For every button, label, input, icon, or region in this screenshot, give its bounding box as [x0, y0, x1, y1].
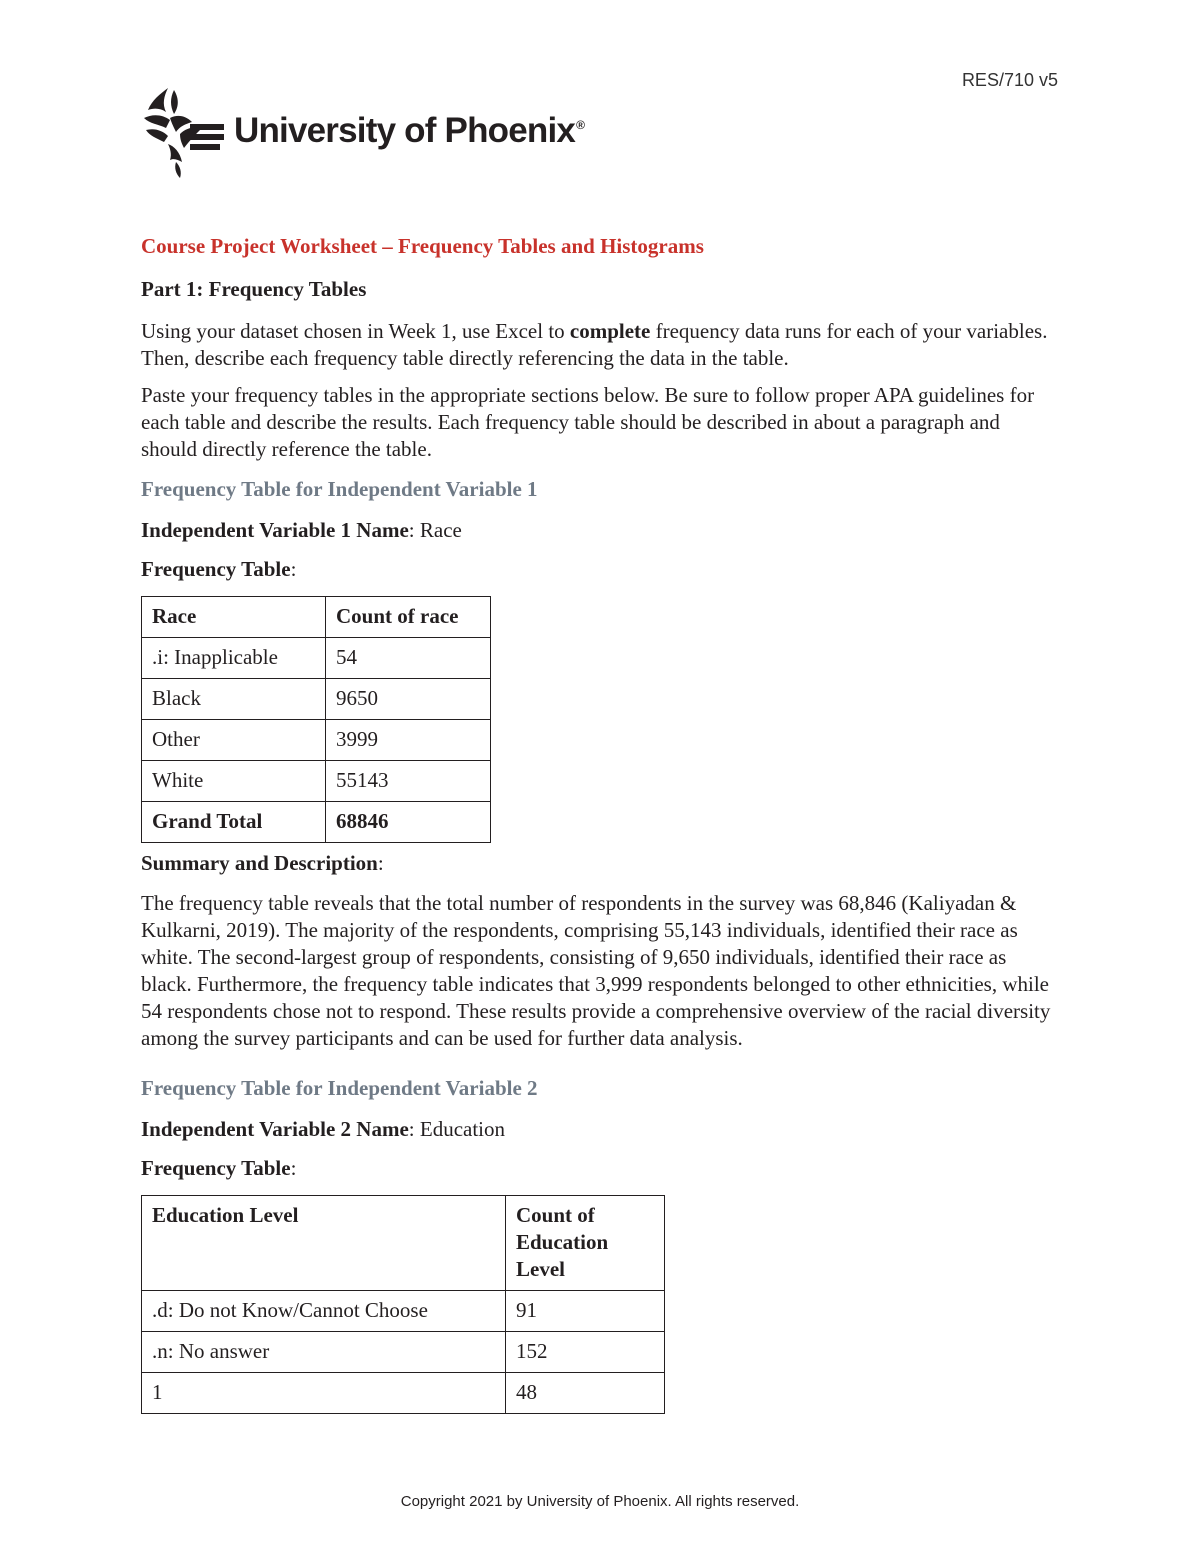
- table-total-row: [142, 802, 491, 843]
- table-row: [142, 761, 491, 802]
- table-header-cell: Race: [142, 597, 326, 638]
- frequency-table-1-label: Frequency Table:: [141, 557, 297, 581]
- table-cell: White: [142, 761, 326, 802]
- summary-paragraph: The frequency table reveals that the total number of respondents in the survey was 68,846 (Kaliyadan & Kulkarni, 2019). The majority of the respondents, comprising 55,143 individuals, identified their race as white. The second-largest group of respondents, consisting of 9,650 individuals, identified their race as black. Furthermore, the frequency table indicates that 3,999 respondents belonged to other ethnicities, while 54 respondents chose not to respond. These results provide a comprehensive overview of the racial diversity among the survey participants and can be used for further data analysis.: [141, 891, 1051, 1050]
- instructions-paragraph-2: Paste your frequency tables in the appropriate sections below. Be sure to follow proper APA guidelines for each table and describe the results. Each frequency table should be described in about a paragraph and should directly reference the table.: [141, 383, 1035, 461]
- table-cell: .i: Inapplicable: [142, 638, 326, 679]
- table-header-cell: Count of Education Level: [506, 1196, 665, 1291]
- table-cell: 1: [142, 1373, 506, 1414]
- frequency-table-2-label: Frequency Table:: [141, 1156, 297, 1180]
- race-frequency-table: [141, 596, 491, 843]
- table-cell: Black: [142, 679, 326, 720]
- table-cell: 9650: [326, 679, 491, 720]
- table-cell: .n: No answer: [142, 1332, 506, 1373]
- page-title: Course Project Worksheet – Frequency Tables and Histograms: [141, 234, 704, 258]
- phoenix-bird-icon: [140, 84, 226, 178]
- table-row: [142, 1291, 665, 1332]
- table-cell: 54: [326, 638, 491, 679]
- table-row: [142, 1373, 665, 1414]
- table-row: [142, 679, 491, 720]
- variable-1-name: Independent Variable 1 Name: Race: [141, 518, 462, 542]
- section-heading-1: Frequency Table for Independent Variable 1: [141, 477, 538, 501]
- table-cell: Other: [142, 720, 326, 761]
- table-row: [142, 720, 491, 761]
- table-cell: 48: [506, 1373, 665, 1414]
- university-logo: [140, 84, 584, 178]
- table-cell: 3999: [326, 720, 491, 761]
- instructions-paragraph-1: Using your dataset chosen in Week 1, use Excel to complete frequency data runs for each of your variables. Then, describe each frequency table directly referencing the data in the table.: [141, 319, 1048, 370]
- document-code: RES/710 v5: [961, 70, 1058, 90]
- table-row: [142, 1332, 665, 1373]
- part-title: Part 1: Frequency Tables: [141, 277, 367, 301]
- table-header-cell: Education Level: [142, 1196, 506, 1291]
- document-body: [141, 234, 1061, 1414]
- section-heading-2: Frequency Table for Independent Variable 2: [141, 1076, 538, 1100]
- table-cell: 91: [506, 1291, 665, 1332]
- logo-wordmark: University of Phoenix®: [234, 111, 585, 150]
- table-cell: Grand Total: [142, 802, 326, 843]
- table-cell: 68846: [326, 802, 491, 843]
- table-cell: 55143: [326, 761, 491, 802]
- table-header-row: [142, 597, 491, 638]
- table-row: [142, 638, 491, 679]
- education-frequency-table: [141, 1195, 665, 1414]
- variable-2-name: Independent Variable 2 Name: Education: [141, 1117, 506, 1141]
- table-header-cell: Count of race: [326, 597, 491, 638]
- copyright-footer: Copyright 2021 by University of Phoenix. All rights reserved.: [400, 1493, 800, 1510]
- summary-label: Summary and Description:: [141, 851, 384, 875]
- table-cell: 152: [506, 1332, 665, 1373]
- table-header-row: [142, 1196, 665, 1291]
- table-cell: .d: Do not Know/Cannot Choose: [142, 1291, 506, 1332]
